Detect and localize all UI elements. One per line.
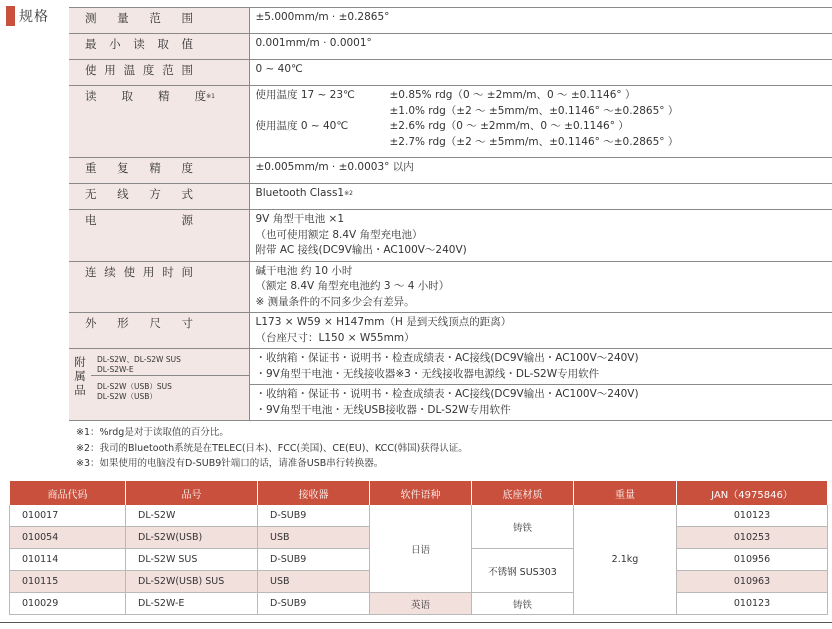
footnotes bbox=[76, 425, 468, 472]
weight-cell: 2.1kg bbox=[574, 505, 677, 615]
section-heading bbox=[6, 6, 49, 26]
accuracy-line: ±2.6% rdg（0 ～ ±2mm/m、0 ～ ±0.1146° ） bbox=[389, 120, 629, 132]
language-jp-cell: 日语 bbox=[370, 505, 472, 593]
product-table bbox=[9, 480, 828, 615]
product-header-row bbox=[10, 481, 828, 506]
base-iron-cell: 铸铁 bbox=[472, 505, 574, 549]
spec-label-repeat: 重 复 精 度 bbox=[85, 161, 193, 175]
spec-value-accuracy bbox=[249, 86, 832, 158]
spec-row-wireless bbox=[69, 184, 832, 210]
spec-row-size bbox=[69, 313, 832, 349]
table-row: 010115 DL-S2W(USB) SUS USB 010963 bbox=[10, 571, 828, 593]
spec-label-power: 电 源 bbox=[85, 213, 193, 227]
bottom-divider bbox=[0, 622, 832, 623]
section-title: 规格 bbox=[19, 9, 49, 25]
spec-row-range bbox=[69, 8, 832, 34]
spec-value-range: ±5.000mm/m · ±0.2865° bbox=[249, 8, 832, 34]
note-ref-1: ※1 bbox=[206, 93, 215, 100]
header-language: 软件语种 bbox=[370, 481, 472, 506]
header-jan: JAN（4975846） bbox=[677, 481, 828, 506]
heading-accent-bar bbox=[6, 6, 15, 26]
spec-row-accuracy bbox=[69, 86, 832, 158]
header-weight: 重量 bbox=[574, 481, 677, 506]
spec-value-accessories-1: ・收纳箱・保证书・说明书・检查成绩表・AC接线(DC9V输出・AC100V～240V) ・9V角型干电池・无线接收器※3・无线接收器电源线・DL-S2W专用软件 bbox=[249, 349, 832, 385]
accessory-model-group-1: DL-S2W、DL-S2W SUS DL-S2W-E bbox=[97, 355, 181, 374]
language-en-cell: 英语 bbox=[370, 593, 472, 615]
spec-row-repeat bbox=[69, 158, 832, 184]
spec-label-accessories: 附 属 品 bbox=[74, 354, 86, 397]
spec-row-temp bbox=[69, 60, 832, 86]
spec-label-range: 测 量 范 围 bbox=[85, 11, 193, 25]
spec-row-runtime bbox=[69, 261, 832, 313]
table-row: 010114 DL-S2W SUS D-SUB9 不锈钢 SUS303 010956 bbox=[10, 549, 828, 571]
header-code: 商品代码 bbox=[10, 481, 126, 506]
spec-label-min-read: 最 小 读 取 值 bbox=[85, 37, 193, 51]
accuracy-condition-2: 使用温度 0 ~ 40℃ bbox=[255, 120, 349, 132]
table-row: 010017 DL-S2W D-SUB9 日语 铸铁 2.1kg 010123 bbox=[10, 505, 828, 527]
spec-value-accessories-2: ・收纳箱・保证书・说明书・检查成绩表・AC接线(DC9V输出・AC100V～240V) ・9V角型干电池・无线USB接收器・DL-S2W专用软件 bbox=[249, 385, 832, 421]
table-row: 010054 DL-S2W(USB) USB 010253 bbox=[10, 527, 828, 549]
spec-value-power: 9V 角型干电池 ×1 （也可使用额定 8.4V 角型充电池） 附带 AC 接线(DC9V输出・AC100V～240V) bbox=[249, 210, 832, 262]
accuracy-condition-1: 使用温度 17 ~ 23℃ bbox=[255, 89, 355, 101]
spec-row-min-read bbox=[69, 34, 832, 60]
base-sus-cell: 不锈钢 SUS303 bbox=[472, 549, 574, 593]
spec-value-min-read: 0.001mm/m · 0.0001° bbox=[249, 34, 832, 60]
spec-value-size: L173 × W59 × H147mm（H 是到天线顶点的距离） （台座尺寸：L150 × W55mm） bbox=[249, 313, 832, 349]
footnote-2: ※2：我司的Bluetooth系统是在TELEC(日本)、FCC(美国)、CE(EU)、KCC(韩国)获得认证。 bbox=[76, 442, 468, 454]
spec-label-runtime: 连 续 使 用 时 间 bbox=[85, 264, 193, 279]
table-row: 010029 DL-S2W-E D-SUB9 英语 铸铁 010123 bbox=[10, 593, 828, 615]
spec-label-size: 外 形 尺 寸 bbox=[85, 316, 193, 330]
spec-table bbox=[69, 7, 832, 421]
accuracy-line: ±2.7% rdg（±2 ～ ±5mm/m、±0.1146° ～±0.2865° ） bbox=[389, 135, 679, 148]
spec-value-runtime: 碱干电池 约 10 小时 （额定 8.4V 角型充电池约 3 ～ 4 小时） ※ 测量条件的不同多少会有差异。 bbox=[249, 261, 832, 313]
header-model: 品号 bbox=[126, 481, 258, 506]
spec-label-temp: 使 用 温 度 范 围 bbox=[85, 63, 193, 77]
spec-value-repeat: ±0.005mm/m · ±0.0003° 以内 bbox=[249, 158, 832, 184]
spec-value-wireless: Bluetooth Class1$^{※2}$ bbox=[249, 184, 832, 210]
spec-label-wireless: 无 线 方 式 bbox=[85, 187, 193, 201]
accessory-model-group-2: DL-S2W（USB）SUS DL-S2W（USB） bbox=[91, 375, 249, 402]
footnote-1: ※1：%rdg是对于读取值的百分比。 bbox=[76, 427, 229, 438]
spec-value-temp: 0 ~ 40℃ bbox=[249, 60, 832, 86]
spec-row-accessories-1 bbox=[69, 349, 832, 385]
spec-row-power bbox=[69, 210, 832, 262]
header-base: 底座材质 bbox=[472, 481, 574, 506]
accuracy-line: ±0.85% rdg（0 ～ ±2mm/m、0 ～ ±0.1146° ） bbox=[389, 89, 636, 101]
note-ref-2: ※2 bbox=[344, 190, 353, 197]
spec-label-accuracy: 读 取 精 度$^{※1}$ bbox=[85, 89, 215, 103]
base-iron2-cell: 铸铁 bbox=[472, 593, 574, 615]
header-receiver: 接收器 bbox=[258, 481, 370, 506]
footnote-3: ※3：如果使用的电脑没有D-SUB9针端口的话，请准备USB串行转换器。 bbox=[76, 458, 384, 469]
accuracy-line: ±1.0% rdg（±2 ～ ±5mm/m、±0.1146° ～±0.2865° ） bbox=[389, 104, 679, 117]
